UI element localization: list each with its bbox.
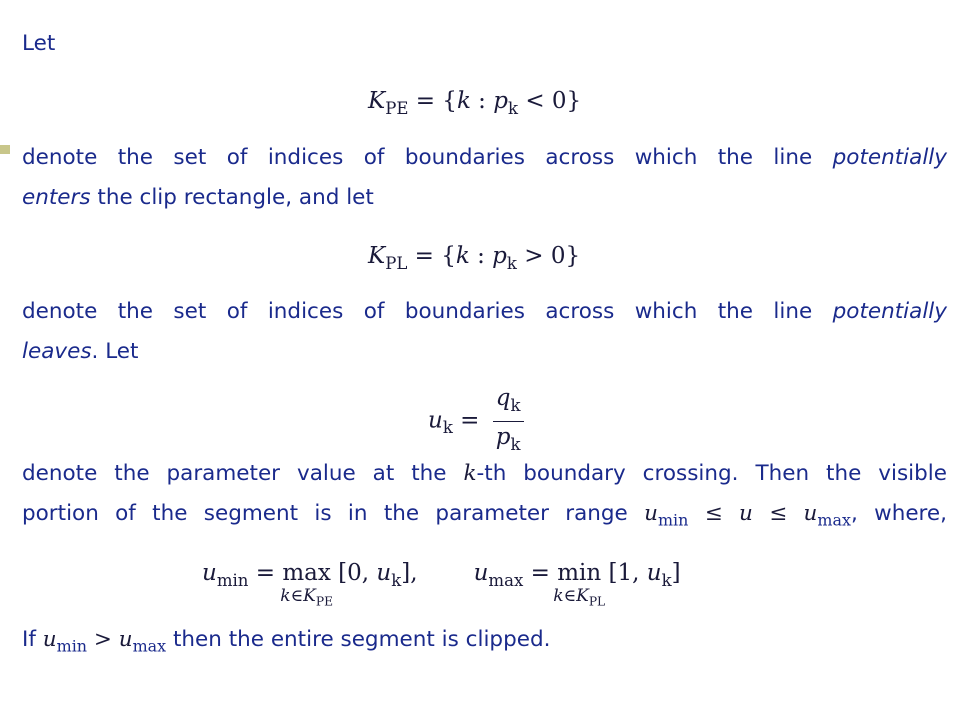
para-enters-line1: denote the set of indices of boundaries across which the line potentially — [22, 145, 947, 170]
para-leaves-line2: leaves. Let — [22, 339, 139, 364]
para-parameter-line1: denote the parameter value at the k-th boundary crossing. Then the visible — [22, 461, 947, 486]
para-enters-line2: enters the clip rectangle, and let — [22, 185, 374, 210]
operator-max-subscript: $k\in K_{PE}$ — [280, 586, 334, 609]
equation-kpe: $K_{PE} = \{k$ : $p_k < 0$} — [368, 88, 582, 118]
operator-min-subscript: $k\in K_{PL}$ — [553, 586, 606, 609]
para-clipped: If $u_{min} > u_{max}$ then the entire segment is clipped. — [22, 627, 551, 656]
operator-max: max $k\in K_{PE}$ — [280, 560, 334, 609]
fraction-qk-pk: $\frac{q_k}{p_k}$ — [493, 385, 524, 458]
equation-bounds: $u_{min} = \max$ $k\in K_{PE}$ [0, $u_k$], $u_{max} = \min$ $k\in K_{PL}$ [1, $u_k$] — [202, 560, 681, 609]
para-let: Let — [22, 31, 56, 56]
equation-uk: $u_k$ = $\frac{q_k}{p_k}$ — [428, 385, 524, 458]
operator-min: min $k\in K_{PL}$ — [553, 560, 606, 609]
para-leaves-line1: denote the set of indices of boundaries across which the line potentially — [22, 299, 947, 324]
para-parameter-line2: portion of the segment is in the parameter range $u_{min} \le u \le u_{max}$, where, — [22, 501, 947, 530]
equation-kpl: $K_{PL} = \{k$ : $p_k > 0$} — [368, 243, 581, 273]
bullet-marker — [0, 145, 10, 154]
